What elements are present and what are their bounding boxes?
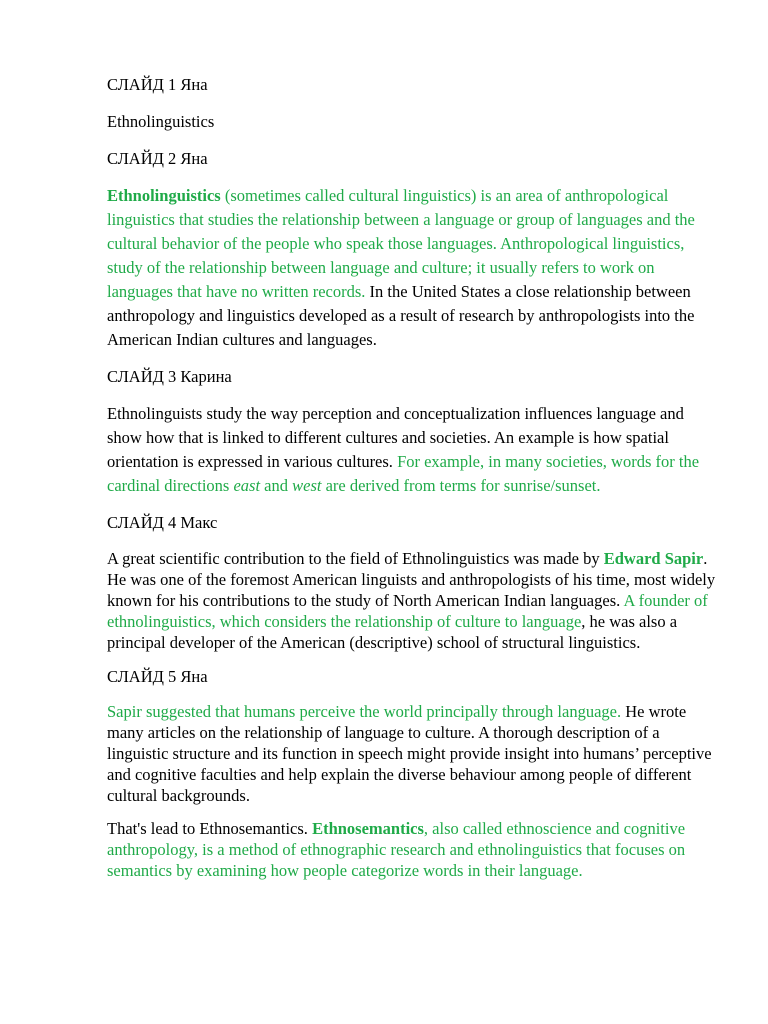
slide-3-heading: СЛАЙД 3 Карина <box>107 367 232 386</box>
slide-3-green-text-3: are derived from terms for sunrise/sunset. <box>321 476 601 495</box>
slide-2-black-text: In the United States a close relationship between anthropology and linguistics developed as a result of research by anthropologists into the American Indian cultures and languages. <box>107 282 695 349</box>
slide-3-italic-west: west <box>292 476 322 495</box>
slide-4-heading: СЛАЙД 4 Макс <box>107 513 218 532</box>
slide-3-paragraph <box>107 402 719 498</box>
ethnosemantics-black-text: That's lead to Ethnosemantics. <box>107 819 313 838</box>
slide-5-black-text: He wrote many articles on the relationship of language to culture. A thorough description of a linguistic structure and its function in speech might provide insight into humans’ perceptive and cognitive faculties and help explain the diverse behaviour among people of different cultural backgrounds. <box>107 702 712 805</box>
slide-5-green-text: Sapir suggested that humans perceive the world principally through language. <box>107 702 622 721</box>
slide-2-paragraph <box>107 184 719 352</box>
ethnosemantics-paragraph <box>107 818 719 881</box>
slide-4-paragraph <box>107 548 719 653</box>
slide-3-black-text: Ethnolinguists study the way perception and conceptualization influences language and show how that is linked to different cultures and societies. An example is how spatial orientation is expressed in various cultures. <box>107 404 684 471</box>
slide-2-heading: СЛАЙД 2 Яна <box>107 149 208 168</box>
term-ethnosemantics: Ethnosemantics <box>312 819 424 838</box>
document-page <box>107 70 719 881</box>
slide-3-green-text-2: and <box>260 476 293 495</box>
slide-2-green-text: (sometimes called cultural linguistics) is an area of anthropological linguistics that studies the relationship between a language or group of languages and the cultural behavior of the people who speak those languages. Anthropological linguistics, study of the relationship between language and culture; it usually refers to work on languages that have no written records. <box>107 186 695 301</box>
slide-5-heading: СЛАЙД 5 Яна <box>107 667 208 686</box>
name-edward-sapir: Edward Sapir <box>603 549 704 568</box>
ethnosemantics-green-text: , also called ethnoscience and cognitive anthropology, is a method of ethnographic research and ethnolinguistics that focuses on semantics by examining how people categorize words in their language. <box>107 819 686 880</box>
slide-5-paragraph <box>107 701 719 806</box>
slide-1-heading: СЛАЙД 1 Яна <box>107 75 208 94</box>
slide-4-black-text-2: . He was one of the foremost American linguists and anthropologists of his time, most widely known for his contributions to the study of North American Indian languages. <box>107 549 716 610</box>
slide-3-green-text-1: For example, in many societies, words for the cardinal directions <box>107 452 700 495</box>
slide-4-green-text: A founder of ethnolinguistics, which considers the relationship of culture to language <box>107 591 708 631</box>
slide-4-black-text-3: , he was also a principal developer of the American (descriptive) school of structural linguistics. <box>107 612 678 652</box>
slide-3-italic-east: east <box>233 476 261 495</box>
slide-4-black-text-1: A great scientific contribution to the field of Ethnolinguistics was made by <box>107 549 604 568</box>
term-ethnolinguistics: Ethnolinguistics <box>107 186 221 205</box>
document-title: Ethnolinguistics <box>107 112 215 131</box>
